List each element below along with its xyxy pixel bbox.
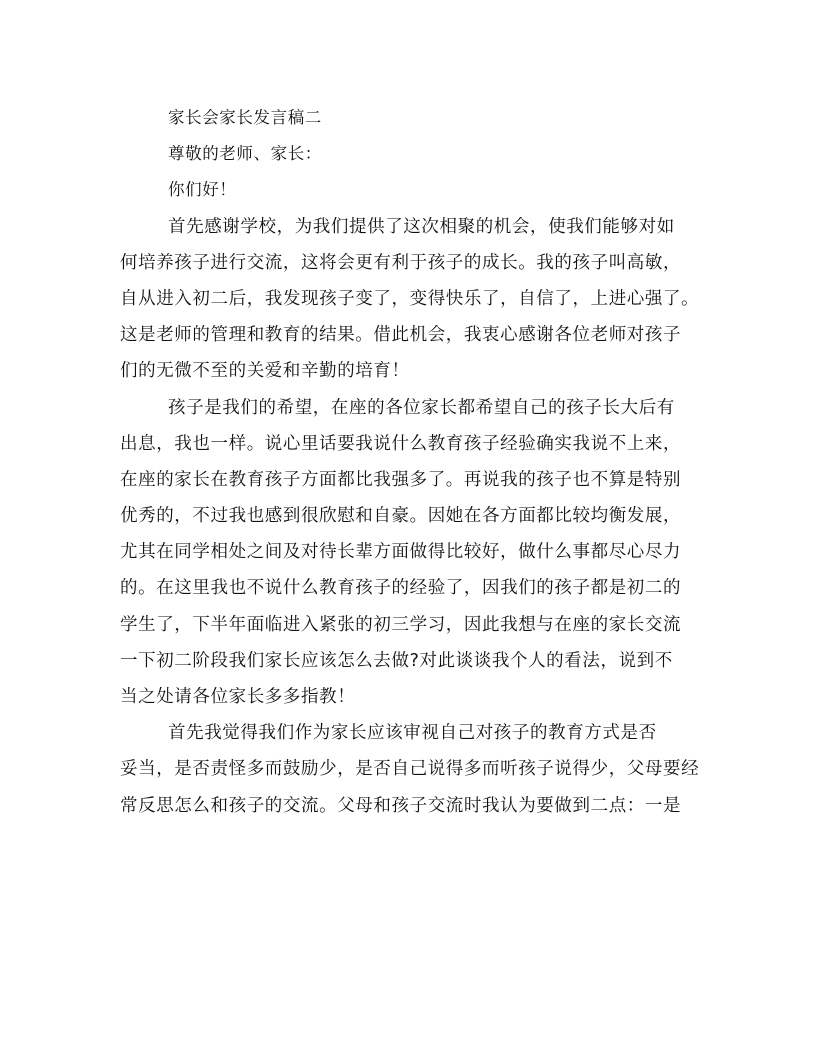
paragraph-line: 学生了，下半年面临进入紧张的初三学习，因此我想与在座的家长交流 [120,614,682,635]
paragraph-line: 首先感谢学校，为我们提供了这次相聚的机会，使我们能够对如 [168,216,675,237]
paragraph-line: 的。在这里我也不说什么教育孩子的经验了，因我们的孩子都是初二的 [120,578,682,599]
document-title: 家长会家长发言稿二 [168,108,322,127]
paragraph-line: 这是老师的管理和教育的结果。借此机会，我衷心感谢各位老师对孩子 [120,325,682,346]
paragraph-line: 优秀的，不过我也感到很欣慰和自豪。因她在各方面都比较均衡发展， [120,506,682,527]
paragraph-line: 常反思怎么和孩子的交流。父母和孩子交流时我认为要做到二点：一是 [120,795,682,816]
paragraph-1 [120,209,700,390]
paragraph-line: 妥当，是否责怪多而鼓励少，是否自己说得多而听孩子说得少，父母要经 [120,759,700,780]
document-body [120,100,700,824]
paragraph-line: 们的无微不至的关爱和辛勤的培育！ [120,361,410,382]
paragraph-line: 尤其在同学相处之间及对待长辈方面做得比较好，做什么事都尽心尽力 [120,542,682,563]
paragraph-line: 一下初二阶段我们家长应该怎么去做?对此谈谈我个人的看法，说到不 [120,650,673,671]
paragraph-line: 何培养孩子进行交流，这将会更有利于孩子的成长。我的孩子叫高敏， [120,252,682,273]
paragraph-line: 自从进入初二后，我发现孩子变了，变得快乐了，自信了，上进心强了。 [120,288,700,309]
paragraph-line: 在座的家长在教育孩子方面都比我强多了。再说我的孩子也不算是特别 [120,469,682,490]
paragraph-2 [120,390,700,716]
paragraph-line: 首先我觉得我们作为家长应该审视自己对孩子的教育方式是否 [168,723,657,744]
paragraph-3 [120,715,700,824]
paragraph-line: 出息，我也一样。说心里话要我说什么教育孩子经验确实我说不上来， [120,433,682,454]
greeting: 你们好！ [168,180,237,200]
paragraph-line: 孩子是我们的希望，在座的各位家长都希望自己的孩子长大后有 [168,397,675,418]
salutation: 尊敬的老师、家长： [168,144,322,164]
paragraph-line: 当之处请各位家长多多指教！ [120,687,356,707]
